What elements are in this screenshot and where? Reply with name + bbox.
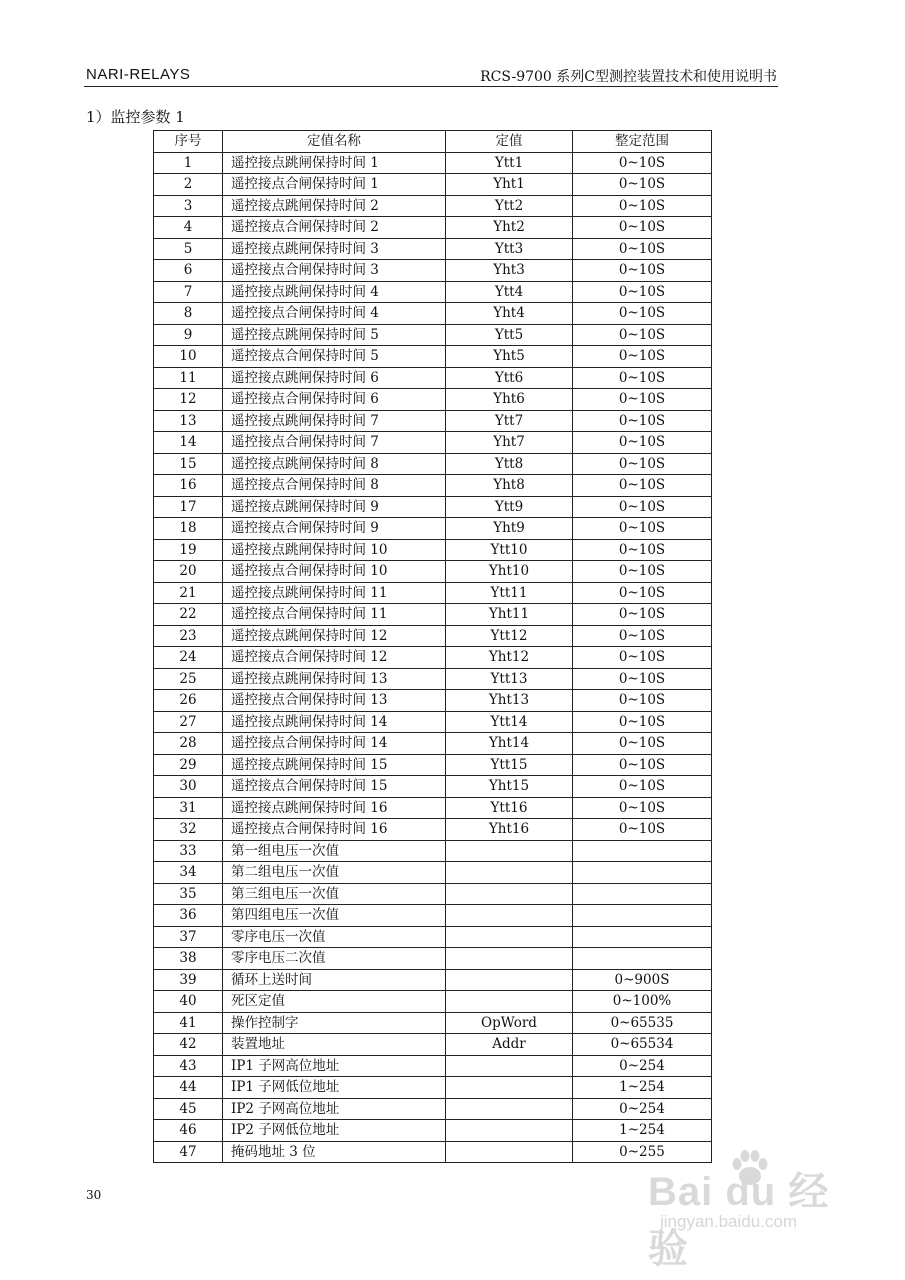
row-index-cell: 32 xyxy=(154,819,223,841)
table-row xyxy=(154,389,712,411)
table-row xyxy=(154,152,712,174)
row-setting-cell xyxy=(446,862,573,884)
row-index-cell: 30 xyxy=(154,776,223,798)
row-range-cell: 0~254 xyxy=(573,1055,712,1077)
row-setting-cell: Yht14 xyxy=(446,733,573,755)
table-row xyxy=(154,281,712,303)
table-row xyxy=(154,367,712,389)
row-index-cell: 28 xyxy=(154,733,223,755)
table-row xyxy=(154,561,712,583)
row-range-cell: 1~254 xyxy=(573,1120,712,1142)
row-setting-cell: Yht2 xyxy=(446,217,573,239)
row-setting-cell: Ytt3 xyxy=(446,238,573,260)
row-setting-cell: Ytt7 xyxy=(446,410,573,432)
row-range-cell: 0~10S xyxy=(573,604,712,626)
row-range-cell: 0~10S xyxy=(573,754,712,776)
table-row xyxy=(154,1120,712,1142)
table-row xyxy=(154,217,712,239)
row-name-cell: 遥控接点跳闸保持时间 16 xyxy=(223,797,446,819)
row-range-cell: 0~10S xyxy=(573,668,712,690)
row-index-cell: 34 xyxy=(154,862,223,884)
row-index-cell: 40 xyxy=(154,991,223,1013)
row-setting-cell: Yht10 xyxy=(446,561,573,583)
row-name-cell: 第一组电压一次值 xyxy=(223,840,446,862)
row-setting-cell: Ytt14 xyxy=(446,711,573,733)
table-row xyxy=(154,324,712,346)
row-index-cell: 1 xyxy=(154,152,223,174)
table-header-row xyxy=(154,131,712,153)
row-name-cell: 遥控接点合闸保持时间 5 xyxy=(223,346,446,368)
row-name-cell: 遥控接点合闸保持时间 16 xyxy=(223,819,446,841)
column-header-index: 序号 xyxy=(154,131,223,153)
row-name-cell: 遥控接点跳闸保持时间 7 xyxy=(223,410,446,432)
row-index-cell: 38 xyxy=(154,948,223,970)
table-row xyxy=(154,303,712,325)
table-row xyxy=(154,453,712,475)
table-row xyxy=(154,625,712,647)
row-name-cell: IP1 子网低位地址 xyxy=(223,1077,446,1099)
table-row xyxy=(154,1098,712,1120)
row-range-cell: 0~10S xyxy=(573,303,712,325)
row-range-cell: 0~10S xyxy=(573,776,712,798)
table-row xyxy=(154,711,712,733)
row-range-cell: 0~10S xyxy=(573,496,712,518)
row-range-cell: 0~10S xyxy=(573,195,712,217)
table-row xyxy=(154,905,712,927)
row-index-cell: 20 xyxy=(154,561,223,583)
row-range-cell: 0~10S xyxy=(573,217,712,239)
row-range-cell xyxy=(573,905,712,927)
row-setting-cell xyxy=(446,1120,573,1142)
table-row xyxy=(154,1077,712,1099)
row-range-cell: 0~10S xyxy=(573,561,712,583)
table-row xyxy=(154,991,712,1013)
row-range-cell xyxy=(573,926,712,948)
row-name-cell: 零序电压一次值 xyxy=(223,926,446,948)
table-row xyxy=(154,733,712,755)
row-setting-cell: Yht12 xyxy=(446,647,573,669)
row-name-cell: 遥控接点合闸保持时间 14 xyxy=(223,733,446,755)
row-setting-cell: Yht16 xyxy=(446,819,573,841)
table-row xyxy=(154,1141,712,1163)
table-row xyxy=(154,1012,712,1034)
row-range-cell: 0~900S xyxy=(573,969,712,991)
table-row xyxy=(154,754,712,776)
row-name-cell: 遥控接点跳闸保持时间 2 xyxy=(223,195,446,217)
row-index-cell: 13 xyxy=(154,410,223,432)
table-row xyxy=(154,668,712,690)
row-index-cell: 25 xyxy=(154,668,223,690)
row-range-cell: 0~65535 xyxy=(573,1012,712,1034)
watermark-url: jingyan.baidu.com xyxy=(660,1212,798,1231)
row-name-cell: 遥控接点跳闸保持时间 12 xyxy=(223,625,446,647)
row-name-cell: 循环上送时间 xyxy=(223,969,446,991)
table-row xyxy=(154,496,712,518)
row-range-cell: 0~10S xyxy=(573,152,712,174)
row-name-cell: 装置地址 xyxy=(223,1034,446,1056)
row-name-cell: 操作控制字 xyxy=(223,1012,446,1034)
column-header-range: 整定范围 xyxy=(573,131,712,153)
table-row xyxy=(154,690,712,712)
row-index-cell: 5 xyxy=(154,238,223,260)
row-name-cell: 遥控接点合闸保持时间 1 xyxy=(223,174,446,196)
row-name-cell: 遥控接点跳闸保持时间 8 xyxy=(223,453,446,475)
row-index-cell: 31 xyxy=(154,797,223,819)
table-row xyxy=(154,948,712,970)
row-index-cell: 21 xyxy=(154,582,223,604)
table-row xyxy=(154,238,712,260)
row-setting-cell: Ytt15 xyxy=(446,754,573,776)
table-row xyxy=(154,862,712,884)
row-index-cell: 33 xyxy=(154,840,223,862)
row-range-cell: 0~10S xyxy=(573,432,712,454)
row-name-cell: 第三组电压一次值 xyxy=(223,883,446,905)
row-index-cell: 43 xyxy=(154,1055,223,1077)
row-index-cell: 44 xyxy=(154,1077,223,1099)
row-index-cell: 45 xyxy=(154,1098,223,1120)
section-title: 1）监控参数 1 xyxy=(86,108,185,126)
row-range-cell: 0~255 xyxy=(573,1141,712,1163)
row-setting-cell: Yht8 xyxy=(446,475,573,497)
row-setting-cell xyxy=(446,1141,573,1163)
row-range-cell: 0~10S xyxy=(573,647,712,669)
row-range-cell: 0~100% xyxy=(573,991,712,1013)
row-name-cell: 第二组电压一次值 xyxy=(223,862,446,884)
column-header-name: 定值名称 xyxy=(223,131,446,153)
row-setting-cell: Yht11 xyxy=(446,604,573,626)
row-setting-cell: OpWord xyxy=(446,1012,573,1034)
table-row xyxy=(154,647,712,669)
row-setting-cell xyxy=(446,948,573,970)
row-setting-cell: Yht3 xyxy=(446,260,573,282)
row-name-cell: 遥控接点合闸保持时间 12 xyxy=(223,647,446,669)
row-name-cell: 遥控接点合闸保持时间 15 xyxy=(223,776,446,798)
row-index-cell: 18 xyxy=(154,518,223,540)
row-setting-cell: Ytt13 xyxy=(446,668,573,690)
row-setting-cell xyxy=(446,991,573,1013)
row-name-cell: 遥控接点合闸保持时间 3 xyxy=(223,260,446,282)
row-range-cell: 0~10S xyxy=(573,453,712,475)
row-range-cell xyxy=(573,862,712,884)
row-range-cell: 0~10S xyxy=(573,711,712,733)
table-body xyxy=(154,152,712,1163)
row-setting-cell: Ytt6 xyxy=(446,367,573,389)
row-name-cell: 零序电压二次值 xyxy=(223,948,446,970)
row-name-cell: 遥控接点跳闸保持时间 9 xyxy=(223,496,446,518)
row-name-cell: 遥控接点跳闸保持时间 13 xyxy=(223,668,446,690)
row-range-cell: 0~65534 xyxy=(573,1034,712,1056)
row-setting-cell xyxy=(446,883,573,905)
row-range-cell: 0~10S xyxy=(573,346,712,368)
row-range-cell: 0~10S xyxy=(573,690,712,712)
row-setting-cell: Yht4 xyxy=(446,303,573,325)
row-range-cell: 0~10S xyxy=(573,475,712,497)
row-index-cell: 3 xyxy=(154,195,223,217)
table-row xyxy=(154,883,712,905)
row-index-cell: 23 xyxy=(154,625,223,647)
row-setting-cell: Yht15 xyxy=(446,776,573,798)
row-index-cell: 4 xyxy=(154,217,223,239)
row-name-cell: 掩码地址 3 位 xyxy=(223,1141,446,1163)
table-row xyxy=(154,819,712,841)
row-name-cell: 遥控接点合闸保持时间 10 xyxy=(223,561,446,583)
row-index-cell: 46 xyxy=(154,1120,223,1142)
row-index-cell: 24 xyxy=(154,647,223,669)
row-index-cell: 11 xyxy=(154,367,223,389)
row-name-cell: 遥控接点合闸保持时间 2 xyxy=(223,217,446,239)
row-name-cell: IP2 子网低位地址 xyxy=(223,1120,446,1142)
row-range-cell: 0~10S xyxy=(573,410,712,432)
table-row xyxy=(154,346,712,368)
row-index-cell: 26 xyxy=(154,690,223,712)
table-row xyxy=(154,260,712,282)
row-name-cell: 遥控接点跳闸保持时间 5 xyxy=(223,324,446,346)
row-range-cell xyxy=(573,948,712,970)
row-index-cell: 35 xyxy=(154,883,223,905)
table-row xyxy=(154,475,712,497)
row-setting-cell: Ytt2 xyxy=(446,195,573,217)
row-name-cell: 遥控接点合闸保持时间 4 xyxy=(223,303,446,325)
table-row xyxy=(154,926,712,948)
row-setting-cell: Ytt4 xyxy=(446,281,573,303)
table-row xyxy=(154,432,712,454)
row-index-cell: 29 xyxy=(154,754,223,776)
row-index-cell: 37 xyxy=(154,926,223,948)
table-row xyxy=(154,518,712,540)
row-setting-cell: Yht9 xyxy=(446,518,573,540)
row-setting-cell: Ytt10 xyxy=(446,539,573,561)
row-index-cell: 6 xyxy=(154,260,223,282)
row-name-cell: 遥控接点合闸保持时间 13 xyxy=(223,690,446,712)
row-index-cell: 12 xyxy=(154,389,223,411)
row-setting-cell xyxy=(446,969,573,991)
row-index-cell: 19 xyxy=(154,539,223,561)
row-range-cell: 0~10S xyxy=(573,260,712,282)
row-index-cell: 7 xyxy=(154,281,223,303)
row-range-cell xyxy=(573,883,712,905)
row-index-cell: 9 xyxy=(154,324,223,346)
row-range-cell: 0~10S xyxy=(573,174,712,196)
row-setting-cell xyxy=(446,1055,573,1077)
row-range-cell: 0~10S xyxy=(573,819,712,841)
row-index-cell: 16 xyxy=(154,475,223,497)
row-setting-cell: Yht1 xyxy=(446,174,573,196)
row-setting-cell: Ytt5 xyxy=(446,324,573,346)
row-range-cell: 0~10S xyxy=(573,733,712,755)
table-row xyxy=(154,582,712,604)
row-range-cell: 0~10S xyxy=(573,238,712,260)
row-index-cell: 22 xyxy=(154,604,223,626)
header-document-title: RCS-9700 系列C型测控装置技术和使用说明书 xyxy=(480,69,777,85)
row-name-cell: 遥控接点跳闸保持时间 15 xyxy=(223,754,446,776)
row-name-cell: 遥控接点合闸保持时间 8 xyxy=(223,475,446,497)
row-name-cell: 遥控接点跳闸保持时间 10 xyxy=(223,539,446,561)
row-name-cell: 遥控接点合闸保持时间 7 xyxy=(223,432,446,454)
row-range-cell: 0~10S xyxy=(573,582,712,604)
row-name-cell: 死区定值 xyxy=(223,991,446,1013)
row-name-cell: 遥控接点合闸保持时间 9 xyxy=(223,518,446,540)
header-brand: NARI-RELAYS xyxy=(86,66,191,83)
row-range-cell: 0~10S xyxy=(573,281,712,303)
row-name-cell: 遥控接点合闸保持时间 11 xyxy=(223,604,446,626)
header-divider xyxy=(84,86,778,87)
row-range-cell: 0~10S xyxy=(573,625,712,647)
row-setting-cell: Ytt12 xyxy=(446,625,573,647)
row-range-cell: 0~10S xyxy=(573,539,712,561)
row-index-cell: 2 xyxy=(154,174,223,196)
table-row xyxy=(154,797,712,819)
row-name-cell: 遥控接点跳闸保持时间 4 xyxy=(223,281,446,303)
row-name-cell: 遥控接点跳闸保持时间 1 xyxy=(223,152,446,174)
watermark xyxy=(640,1148,870,1271)
row-setting-cell xyxy=(446,926,573,948)
table-row xyxy=(154,174,712,196)
table-row xyxy=(154,776,712,798)
row-setting-cell: Yht13 xyxy=(446,690,573,712)
row-setting-cell xyxy=(446,1098,573,1120)
page-number: 30 xyxy=(86,1188,102,1202)
table-row xyxy=(154,840,712,862)
row-range-cell: 1~254 xyxy=(573,1077,712,1099)
row-index-cell: 27 xyxy=(154,711,223,733)
row-name-cell: 遥控接点合闸保持时间 6 xyxy=(223,389,446,411)
row-name-cell: 遥控接点跳闸保持时间 11 xyxy=(223,582,446,604)
row-index-cell: 15 xyxy=(154,453,223,475)
row-setting-cell: Ytt8 xyxy=(446,453,573,475)
row-range-cell: 0~10S xyxy=(573,797,712,819)
row-name-cell: IP1 子网高位地址 xyxy=(223,1055,446,1077)
row-setting-cell: Addr xyxy=(446,1034,573,1056)
row-name-cell: 第四组电压一次值 xyxy=(223,905,446,927)
row-index-cell: 41 xyxy=(154,1012,223,1034)
row-setting-cell: Yht7 xyxy=(446,432,573,454)
row-setting-cell xyxy=(446,840,573,862)
row-index-cell: 8 xyxy=(154,303,223,325)
table-row xyxy=(154,1034,712,1056)
row-index-cell: 47 xyxy=(154,1141,223,1163)
parameter-table xyxy=(153,130,712,1163)
row-name-cell: IP2 子网高位地址 xyxy=(223,1098,446,1120)
row-range-cell: 0~10S xyxy=(573,518,712,540)
row-setting-cell: Yht6 xyxy=(446,389,573,411)
table-row xyxy=(154,1055,712,1077)
row-index-cell: 14 xyxy=(154,432,223,454)
row-range-cell: 0~254 xyxy=(573,1098,712,1120)
row-index-cell: 36 xyxy=(154,905,223,927)
table-row xyxy=(154,195,712,217)
row-name-cell: 遥控接点跳闸保持时间 14 xyxy=(223,711,446,733)
row-index-cell: 10 xyxy=(154,346,223,368)
row-setting-cell: Ytt11 xyxy=(446,582,573,604)
row-range-cell: 0~10S xyxy=(573,389,712,411)
row-setting-cell: Ytt9 xyxy=(446,496,573,518)
table-row xyxy=(154,410,712,432)
row-setting-cell: Yht5 xyxy=(446,346,573,368)
row-range-cell: 0~10S xyxy=(573,324,712,346)
table-row xyxy=(154,604,712,626)
row-index-cell: 39 xyxy=(154,969,223,991)
table-row xyxy=(154,539,712,561)
row-name-cell: 遥控接点跳闸保持时间 3 xyxy=(223,238,446,260)
row-setting-cell: Ytt1 xyxy=(446,152,573,174)
row-setting-cell xyxy=(446,1077,573,1099)
row-setting-cell: Ytt16 xyxy=(446,797,573,819)
row-name-cell: 遥控接点跳闸保持时间 6 xyxy=(223,367,446,389)
watermark-logo: Bai du 经验 xyxy=(648,1170,830,1271)
row-setting-cell xyxy=(446,905,573,927)
row-range-cell xyxy=(573,840,712,862)
row-range-cell: 0~10S xyxy=(573,367,712,389)
row-index-cell: 17 xyxy=(154,496,223,518)
row-index-cell: 42 xyxy=(154,1034,223,1056)
column-header-setting: 定值 xyxy=(446,131,573,153)
table-row xyxy=(154,969,712,991)
